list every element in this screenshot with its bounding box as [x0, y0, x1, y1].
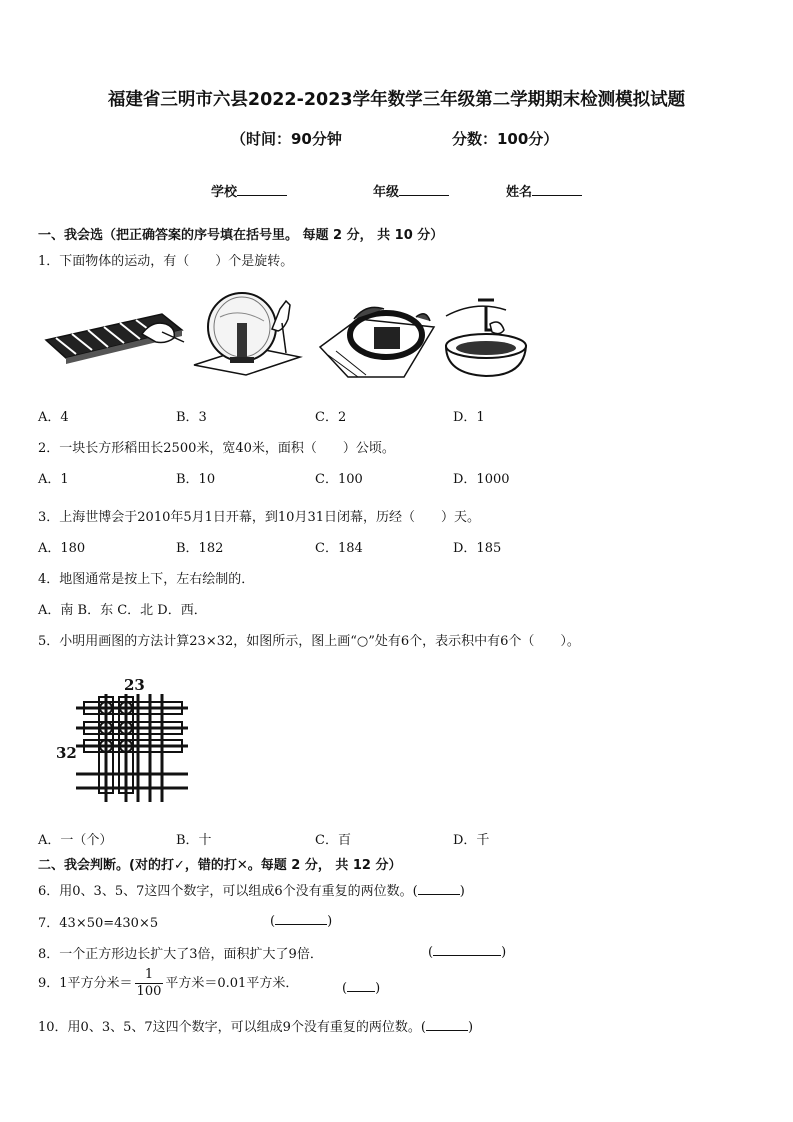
question-10-text: 10．用0、3、5、7这四个数字，可以组成9个没有重复的两位数。(	[38, 1020, 426, 1035]
q9-open-paren: (	[342, 981, 348, 996]
q1-option-d[interactable]: D．1	[453, 410, 485, 425]
time-label: （时间：90分钟	[231, 130, 342, 148]
question-5-text: 5．小明用画图的方法计算23×32，如图所示，图上画“○”处有6个，表示积中有6个（ ）。	[38, 634, 580, 649]
q1-option-a[interactable]: A．4	[38, 410, 69, 425]
question-1-text: 1．下面物体的运动，有（ ）个是旋转。	[38, 254, 294, 269]
q3-option-c[interactable]: C．184	[315, 541, 363, 556]
q8-open-paren: (	[428, 945, 434, 960]
q10-answer-blank[interactable]	[426, 1018, 468, 1031]
globe-icon	[190, 287, 305, 377]
faucet-icon	[440, 296, 530, 381]
section2-heading: 二、我会判断。(对的打✓，错的打✕。每题 2 分， 共 12 分）	[38, 858, 402, 873]
q8-close-paren: )	[501, 945, 507, 960]
q7-answer-blank[interactable]	[275, 912, 327, 925]
question-7-text: 7．43×50=430×5	[38, 916, 159, 931]
q9-fraction	[135, 967, 164, 1000]
question-6	[38, 880, 465, 899]
grade-field	[373, 181, 449, 200]
q8-answer-blank[interactable]	[433, 943, 501, 956]
q2-option-a[interactable]: A．1	[38, 472, 69, 487]
q9-fraction-denominator: 100	[136, 984, 162, 999]
q6-close-paren: )	[459, 884, 465, 899]
question-4-text: 4．地图通常是按上下，左右绘制的．	[38, 572, 255, 587]
name-label: 姓名	[506, 185, 533, 200]
section1-heading: 一、我会选（把正确答案的序号填在括号里。 每题 2 分， 共 10 分）	[38, 228, 444, 243]
q7-close-paren: )	[327, 914, 333, 929]
q9-fraction-numerator: 1	[135, 967, 164, 984]
figure-left-label: 32	[56, 744, 77, 762]
q2-option-c[interactable]: C．100	[315, 472, 363, 487]
question-9-answer	[342, 979, 380, 996]
name-field	[506, 181, 582, 200]
q3-option-a[interactable]: A．180	[38, 541, 86, 556]
school-blank[interactable]	[237, 183, 287, 196]
q3-option-b[interactable]: B．182	[176, 541, 224, 556]
school-label: 学校	[211, 185, 238, 200]
question-10	[38, 1016, 473, 1035]
q7-open-paren: (	[270, 914, 276, 929]
q9-answer-blank[interactable]	[347, 979, 375, 992]
q3-option-d[interactable]: D．185	[453, 541, 502, 556]
abacus-icon	[42, 292, 187, 372]
question-2-text: 2．一块长方形稻田长2500米，宽40米，面积（ ）公顷。	[38, 441, 395, 456]
question-7-answer	[270, 912, 332, 929]
page-title: 福建省三明市六县2022-2023学年数学三年级第二学期期末检测模拟试题	[107, 90, 686, 110]
q10-close-paren: )	[467, 1020, 474, 1035]
school-field	[211, 181, 287, 200]
q9-prefix: 9．1平方分米＝	[38, 976, 133, 991]
q5-option-a[interactable]: A．一（个）	[38, 833, 113, 848]
grade-label: 年级	[373, 185, 400, 200]
figure-top-label: 23	[124, 676, 145, 694]
q1-option-c[interactable]: C．2	[315, 410, 347, 425]
q4-options[interactable]: A．南 B．东 C．北 D．西．	[38, 603, 207, 618]
name-blank[interactable]	[532, 183, 582, 196]
q5-option-d[interactable]: D．千	[453, 833, 490, 848]
q1-option-b[interactable]: B．3	[176, 410, 207, 425]
q9-close-paren: )	[375, 981, 381, 996]
question-8-text: 8．一个正方形边长扩大了3倍，面积扩大了9倍．	[38, 947, 323, 962]
question-3-text: 3．上海世博会于2010年5月1日开幕，到10月31日闭幕，历经（ ）天。	[38, 510, 480, 525]
q9-suffix: 平方米＝0.01平方米．	[165, 976, 299, 991]
q2-option-b[interactable]: B．10	[176, 472, 216, 487]
q6-answer-blank[interactable]	[418, 882, 460, 895]
steering-wheel-icon	[318, 297, 436, 379]
q2-option-d[interactable]: D．1000	[453, 472, 510, 487]
question-9	[38, 967, 298, 1000]
q5-option-b[interactable]: B．十	[176, 833, 212, 848]
multiplication-grid-figure	[76, 694, 192, 804]
score-label: 分数：100分）	[452, 130, 559, 148]
grade-blank[interactable]	[399, 183, 449, 196]
q5-option-c[interactable]: C．百	[315, 833, 351, 848]
question-6-text: 6．用0、3、5、7这四个数字，可以组成6个没有重复的两位数。(	[38, 884, 418, 899]
question-8-answer	[428, 943, 506, 960]
